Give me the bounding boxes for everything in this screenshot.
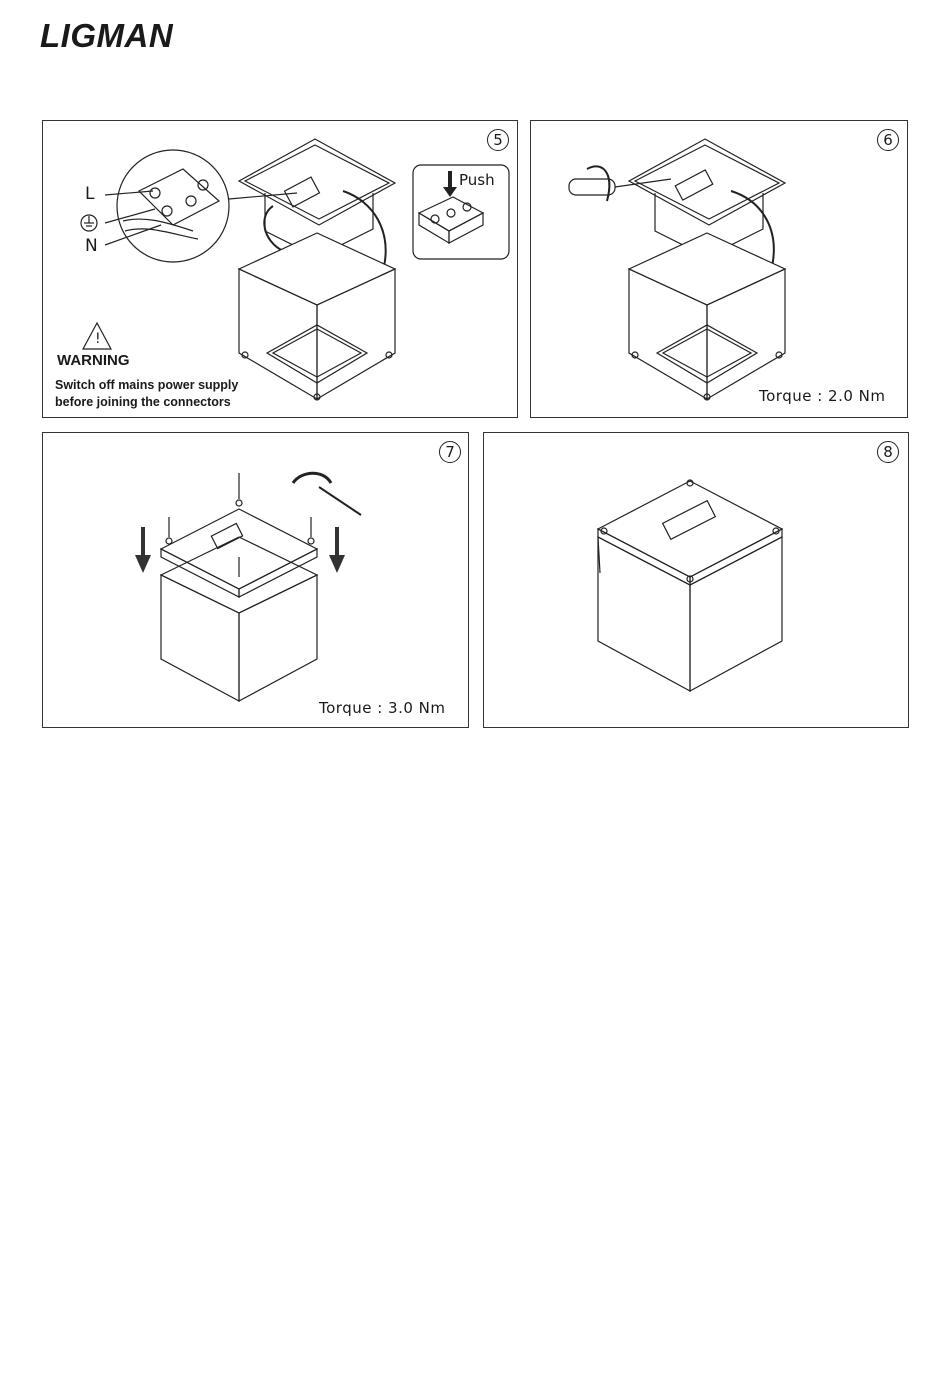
step-8-illustration xyxy=(484,433,910,729)
warning-triangle-icon: ! xyxy=(95,331,101,347)
torque-label: Torque : 2.0 Nm xyxy=(759,387,886,405)
push-arrow-icon xyxy=(443,171,457,197)
logo-text: LIGMAN xyxy=(40,18,174,54)
step-number-badge: 7 xyxy=(439,441,461,463)
rotate-arrow-icon xyxy=(587,166,609,201)
step-number-badge: 8 xyxy=(877,441,899,463)
screwdriver-icon xyxy=(569,179,671,195)
torque-label: Torque : 3.0 Nm xyxy=(319,699,446,717)
step-number-badge: 5 xyxy=(487,129,509,151)
step-5-panel xyxy=(42,120,518,418)
step-5-illustration xyxy=(43,121,519,419)
ligman-logo xyxy=(38,18,228,54)
step-8-panel xyxy=(483,432,909,728)
rotate-arrow-icon xyxy=(293,473,331,483)
step-6-panel xyxy=(530,120,908,418)
warning-title: WARNING xyxy=(57,352,130,369)
step-7-illustration xyxy=(43,433,470,729)
warning-text xyxy=(55,377,285,411)
warning-line-2: before joining the connectors xyxy=(55,395,231,409)
step-6-illustration xyxy=(531,121,909,419)
push-label: Push xyxy=(459,171,495,189)
live-label: L xyxy=(85,184,95,204)
neutral-label: N xyxy=(85,236,98,256)
earth-ground-icon xyxy=(81,215,97,231)
step-7-panel xyxy=(42,432,469,728)
step-number-badge: 6 xyxy=(877,129,899,151)
warning-line-1: Switch off mains power supply xyxy=(55,378,239,392)
